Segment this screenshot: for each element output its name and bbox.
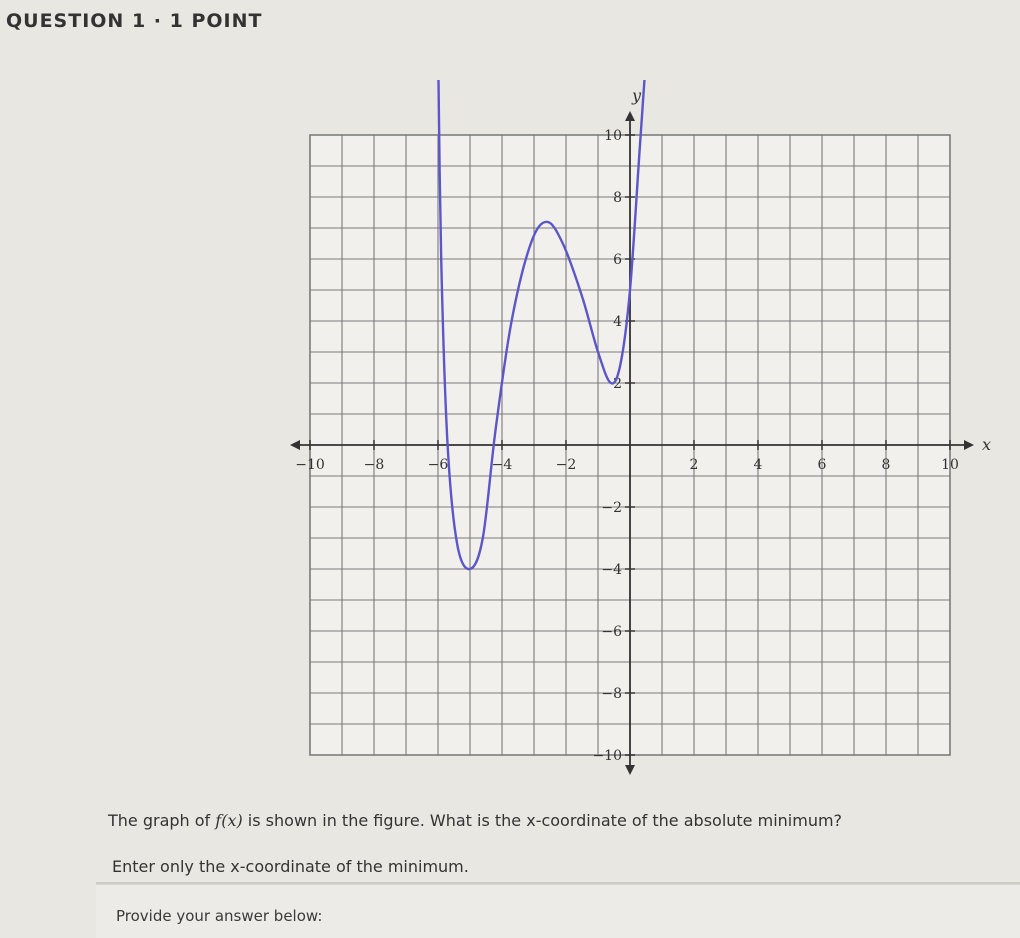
y-axis-label: y (632, 86, 642, 105)
answer-label: Provide your answer below: (116, 907, 323, 925)
x-tick-label: −4 (491, 457, 513, 473)
question-prompt (108, 811, 842, 830)
x-tick-label: −6 (427, 457, 449, 473)
y-axis-arrow-up (625, 111, 635, 121)
y-tick-label: −6 (601, 624, 622, 640)
x-tick-label: 2 (689, 457, 699, 473)
question-instruction: Enter only the x-coordinate of the minimum. (112, 857, 469, 876)
x-axis-arrow-right (964, 440, 974, 450)
graph-canvas (280, 80, 1000, 810)
x-tick-label: −8 (363, 457, 385, 473)
y-axis-arrow-down (625, 765, 635, 775)
y-tick-label: 8 (613, 190, 622, 206)
x-tick-label: −2 (555, 457, 577, 473)
question-header: QUESTION 1 · 1 POINT (6, 10, 263, 32)
x-tick-label: 4 (753, 457, 763, 473)
y-tick-label: 4 (613, 314, 622, 330)
y-tick-label: 10 (604, 128, 622, 144)
x-tick-label: 8 (881, 457, 891, 473)
y-tick-label: −2 (601, 500, 622, 516)
x-axis-label: x (982, 435, 992, 454)
x-tick-label: 10 (941, 457, 959, 473)
y-tick-label: −8 (601, 686, 622, 702)
y-tick-label: 6 (613, 252, 622, 268)
x-tick-label: −10 (295, 457, 325, 473)
y-tick-label: −10 (592, 748, 622, 764)
prompt-text-start: The graph of (108, 811, 216, 830)
x-axis-arrow-left (290, 440, 300, 450)
function-label: f(x) (215, 811, 243, 830)
answer-panel (96, 884, 1020, 938)
y-tick-label: −4 (601, 562, 622, 578)
function-graph (280, 80, 1000, 810)
prompt-text-end: is shown in the figure. What is the x-coordinate of the absolute minimum? (242, 811, 843, 830)
y-tick-label: 2 (613, 376, 622, 392)
x-tick-label: 6 (817, 457, 827, 473)
